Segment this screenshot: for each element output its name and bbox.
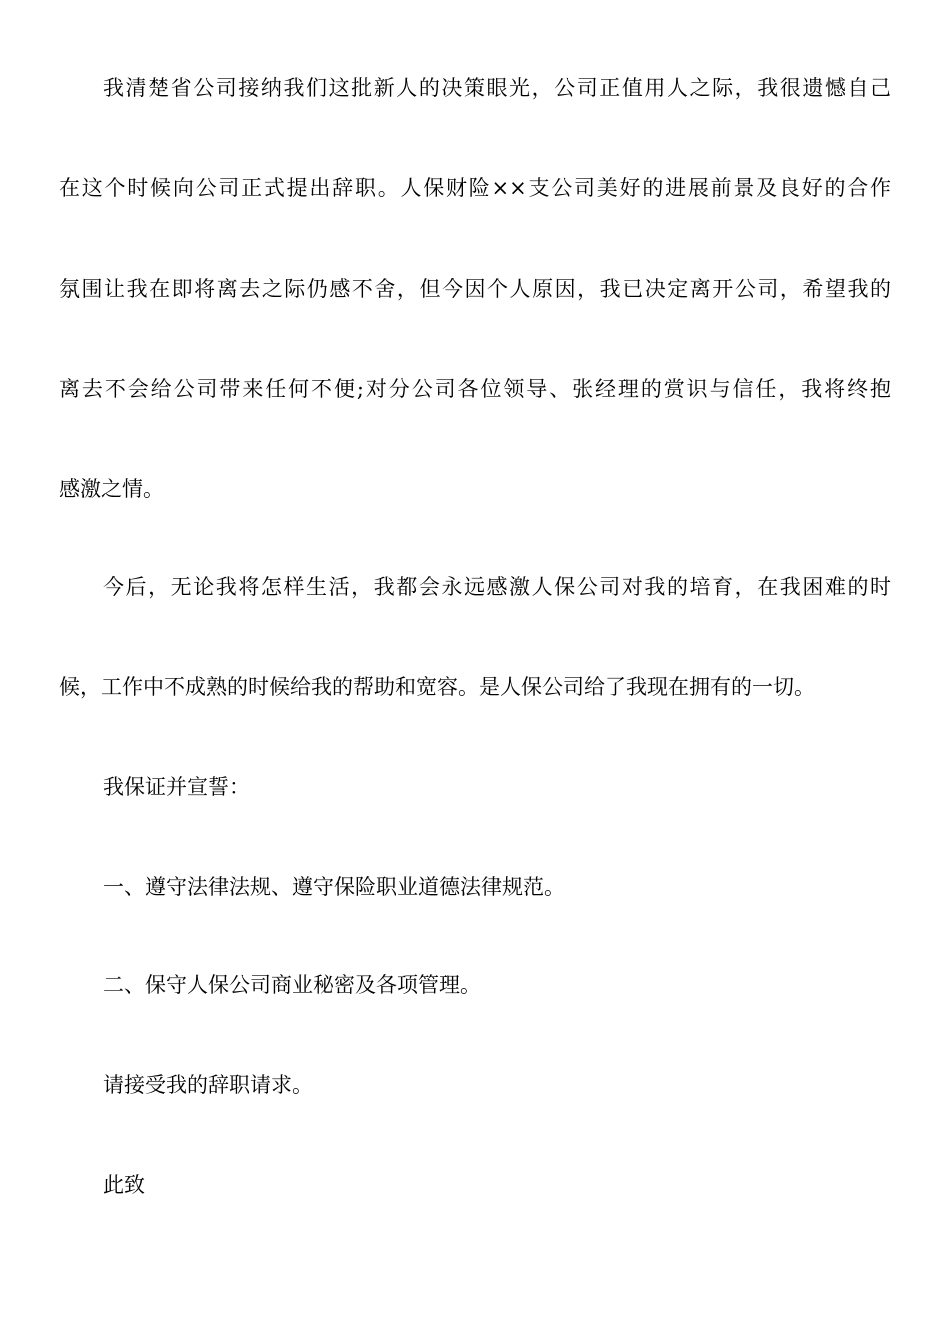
pledge-item-1: 一、遵守法律法规、遵守保险职业道德法律规范。 bbox=[103, 875, 565, 899]
paragraph-1-line-2: 在这个时候向公司正式提出辞职。人保财险××支公司美好的进展前景及良好的合作 bbox=[59, 176, 891, 200]
pledge-item-2: 二、保守人保公司商业秘密及各项管理。 bbox=[103, 973, 481, 997]
paragraph-1-line-4: 离去不会给公司带来任何不便;对分公司各位领导、张经理的赏识与信任，我将终抱 bbox=[59, 377, 891, 401]
pledge-intro: 我保证并宣誓： bbox=[103, 775, 250, 799]
paragraph-1-line-1: 我清楚省公司接纳我们这批新人的决策眼光，公司正值用人之际，我很遗憾自己 bbox=[103, 76, 891, 100]
resignation-request: 请接受我的辞职请求。 bbox=[103, 1073, 313, 1097]
paragraph-2-line-2: 候，工作中不成熟的时候给我的帮助和宽容。是人保公司给了我现在拥有的一切。 bbox=[59, 675, 815, 699]
paragraph-1-line-5: 感激之情。 bbox=[59, 477, 164, 501]
paragraph-2-line-1: 今后，无论我将怎样生活，我都会永远感激人保公司对我的培育，在我困难的时 bbox=[103, 575, 891, 599]
closing-salutation: 此致 bbox=[103, 1173, 145, 1197]
paragraph-1-line-3: 氛围让我在即将离去之际仍感不舍，但今因个人原因，我已决定离开公司，希望我的 bbox=[59, 277, 891, 301]
